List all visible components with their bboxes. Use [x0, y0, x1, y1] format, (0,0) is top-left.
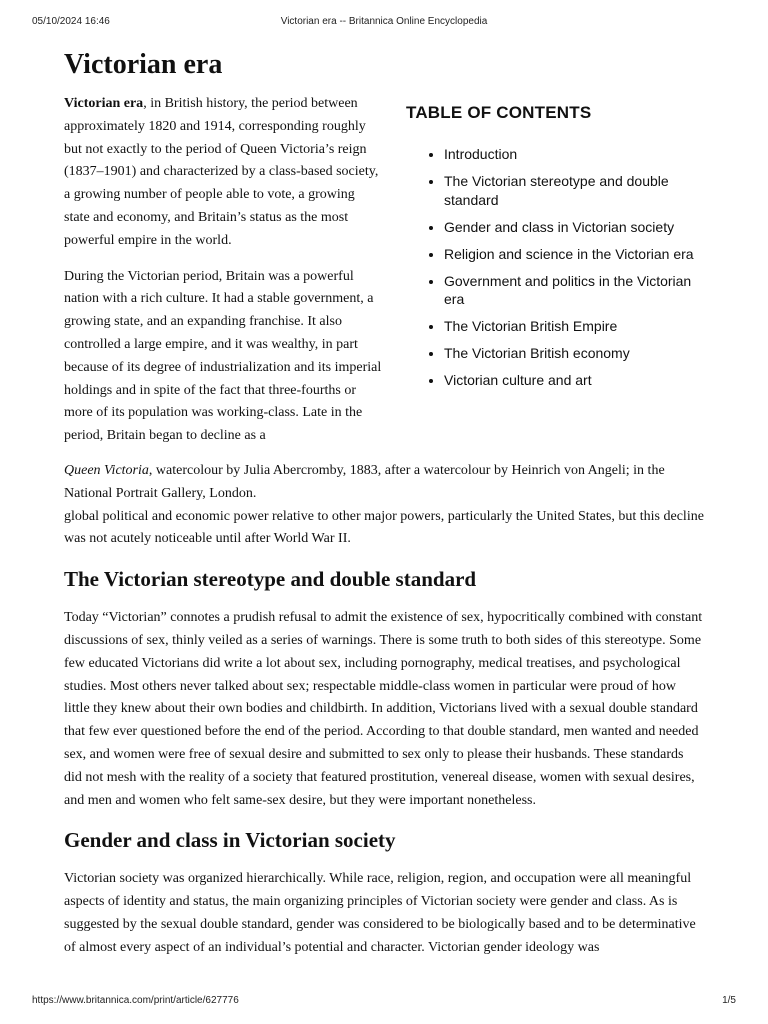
section-heading-gender-class: Gender and class in Victorian society [64, 828, 396, 853]
intro-paragraph-1 [64, 93, 382, 253]
toc-item-stereotype[interactable]: • The Victorian stereotype and double standard [444, 172, 706, 209]
toc-item-economy[interactable]: • The Victorian British economy [444, 344, 706, 363]
article-title: Victorian era [64, 49, 223, 80]
toc-item-religion-science[interactable]: • Religion and science in the Victorian era [444, 245, 706, 264]
lead-term: Victorian era [64, 96, 144, 111]
print-datetime: 05/10/2024 16:46 [32, 16, 110, 27]
caption-rest: , watercolour by Julia Abercromby, 1883, after a watercolour by Heinrich von Angeli; in the National Portrait Gallery, London. [64, 463, 665, 501]
intro-text [64, 93, 382, 461]
section-text-stereotype: Today “Victorian” connotes a prudish refusal to admit the existence of sex, hypocritically combined with constant discussions of sex, thinly veiled as a series of warnings. There is some truth to both sides of this stereotype. Some few educated Victorians did write a lot about sex, including pornography, medical treatises, and psychological studies. Most others never talked about sex; respectable middle-class women in particular were proud of how little they knew about their own bodies and childbirth. In addition, Victorians lived with a sexual double standard that few ever questioned before the end of the period. According to that double standard, men wanted and needed sex, and women were free of sexual desire and submitted to sex only to please their husbands. These standards did not mesh with the reality of a society that featured prostitution, venereal disease, women with sexual desires, and men and women who felt same-sex desire, but they were important nonetheless. [64, 610, 703, 808]
toc-heading: TABLE OF CONTENTS [406, 103, 592, 122]
toc-item-government[interactable]: • Government and politics in the Victorian era [444, 272, 706, 309]
section-text-gender-class: Victorian society was organized hierarchically. While race, religion, region, and occupation were all meaningful aspects of identity and status, the main organizing principles of Victorian society were gender and class. As is suggested by the sexual double standard, gender was considered to be biologically based and to be determinative of almost every aspect of an individual’s potential and character. Victorian gender ideology was [64, 871, 696, 955]
toc-item-introduction[interactable]: • Introduction [444, 145, 706, 164]
caption-title: Queen Victoria [64, 463, 149, 478]
toc-item-empire[interactable]: • The Victorian British Empire [444, 317, 706, 336]
intro-paragraph-2: During the Victorian period, Britain was a powerful nation with a rich culture. It had a stable government, a growing state, and an expanding franchise. It also controlled a large empire, and it was wealthy, in part because of its degree of industrialization and its imperial holdings and in spite of the fact that three-fourths or more of its population was working-class. Late in the period, Britain began to decline as a [64, 268, 382, 444]
intro-block [64, 93, 704, 448]
page-number: 1/5 [722, 995, 736, 1006]
print-header [32, 16, 736, 30]
print-url: https://www.britannica.com/print/article/627776 [32, 995, 239, 1006]
intro-continuation: global political and economic power relative to other major powers, particularly the United States, but this decline was not acutely noticeable until after World War II. [64, 508, 704, 547]
toc-item-gender-class[interactable]: • Gender and class in Victorian society [444, 218, 706, 237]
toc-item-culture-art[interactable]: • Victorian culture and art [444, 371, 706, 390]
section-heading-stereotype: The Victorian stereotype and double standard [64, 567, 477, 592]
table-of-contents [406, 93, 706, 398]
toc-list [406, 145, 706, 390]
print-footer [32, 995, 736, 1009]
article [64, 47, 704, 960]
lead-rest: , in British history, the period between approximately 1820 and 1914, corresponding roughly but not exactly to the period of Queen Victoria’s reign (1837–1901) and characterized by a class-based society, a growing number of people able to vote, a growing state and economy, and Britain’s status as the most powerful empire in the world. [64, 96, 379, 248]
image-caption [64, 460, 704, 506]
print-page-title: Victorian era -- Britannica Online Encyclopedia [280, 16, 488, 27]
